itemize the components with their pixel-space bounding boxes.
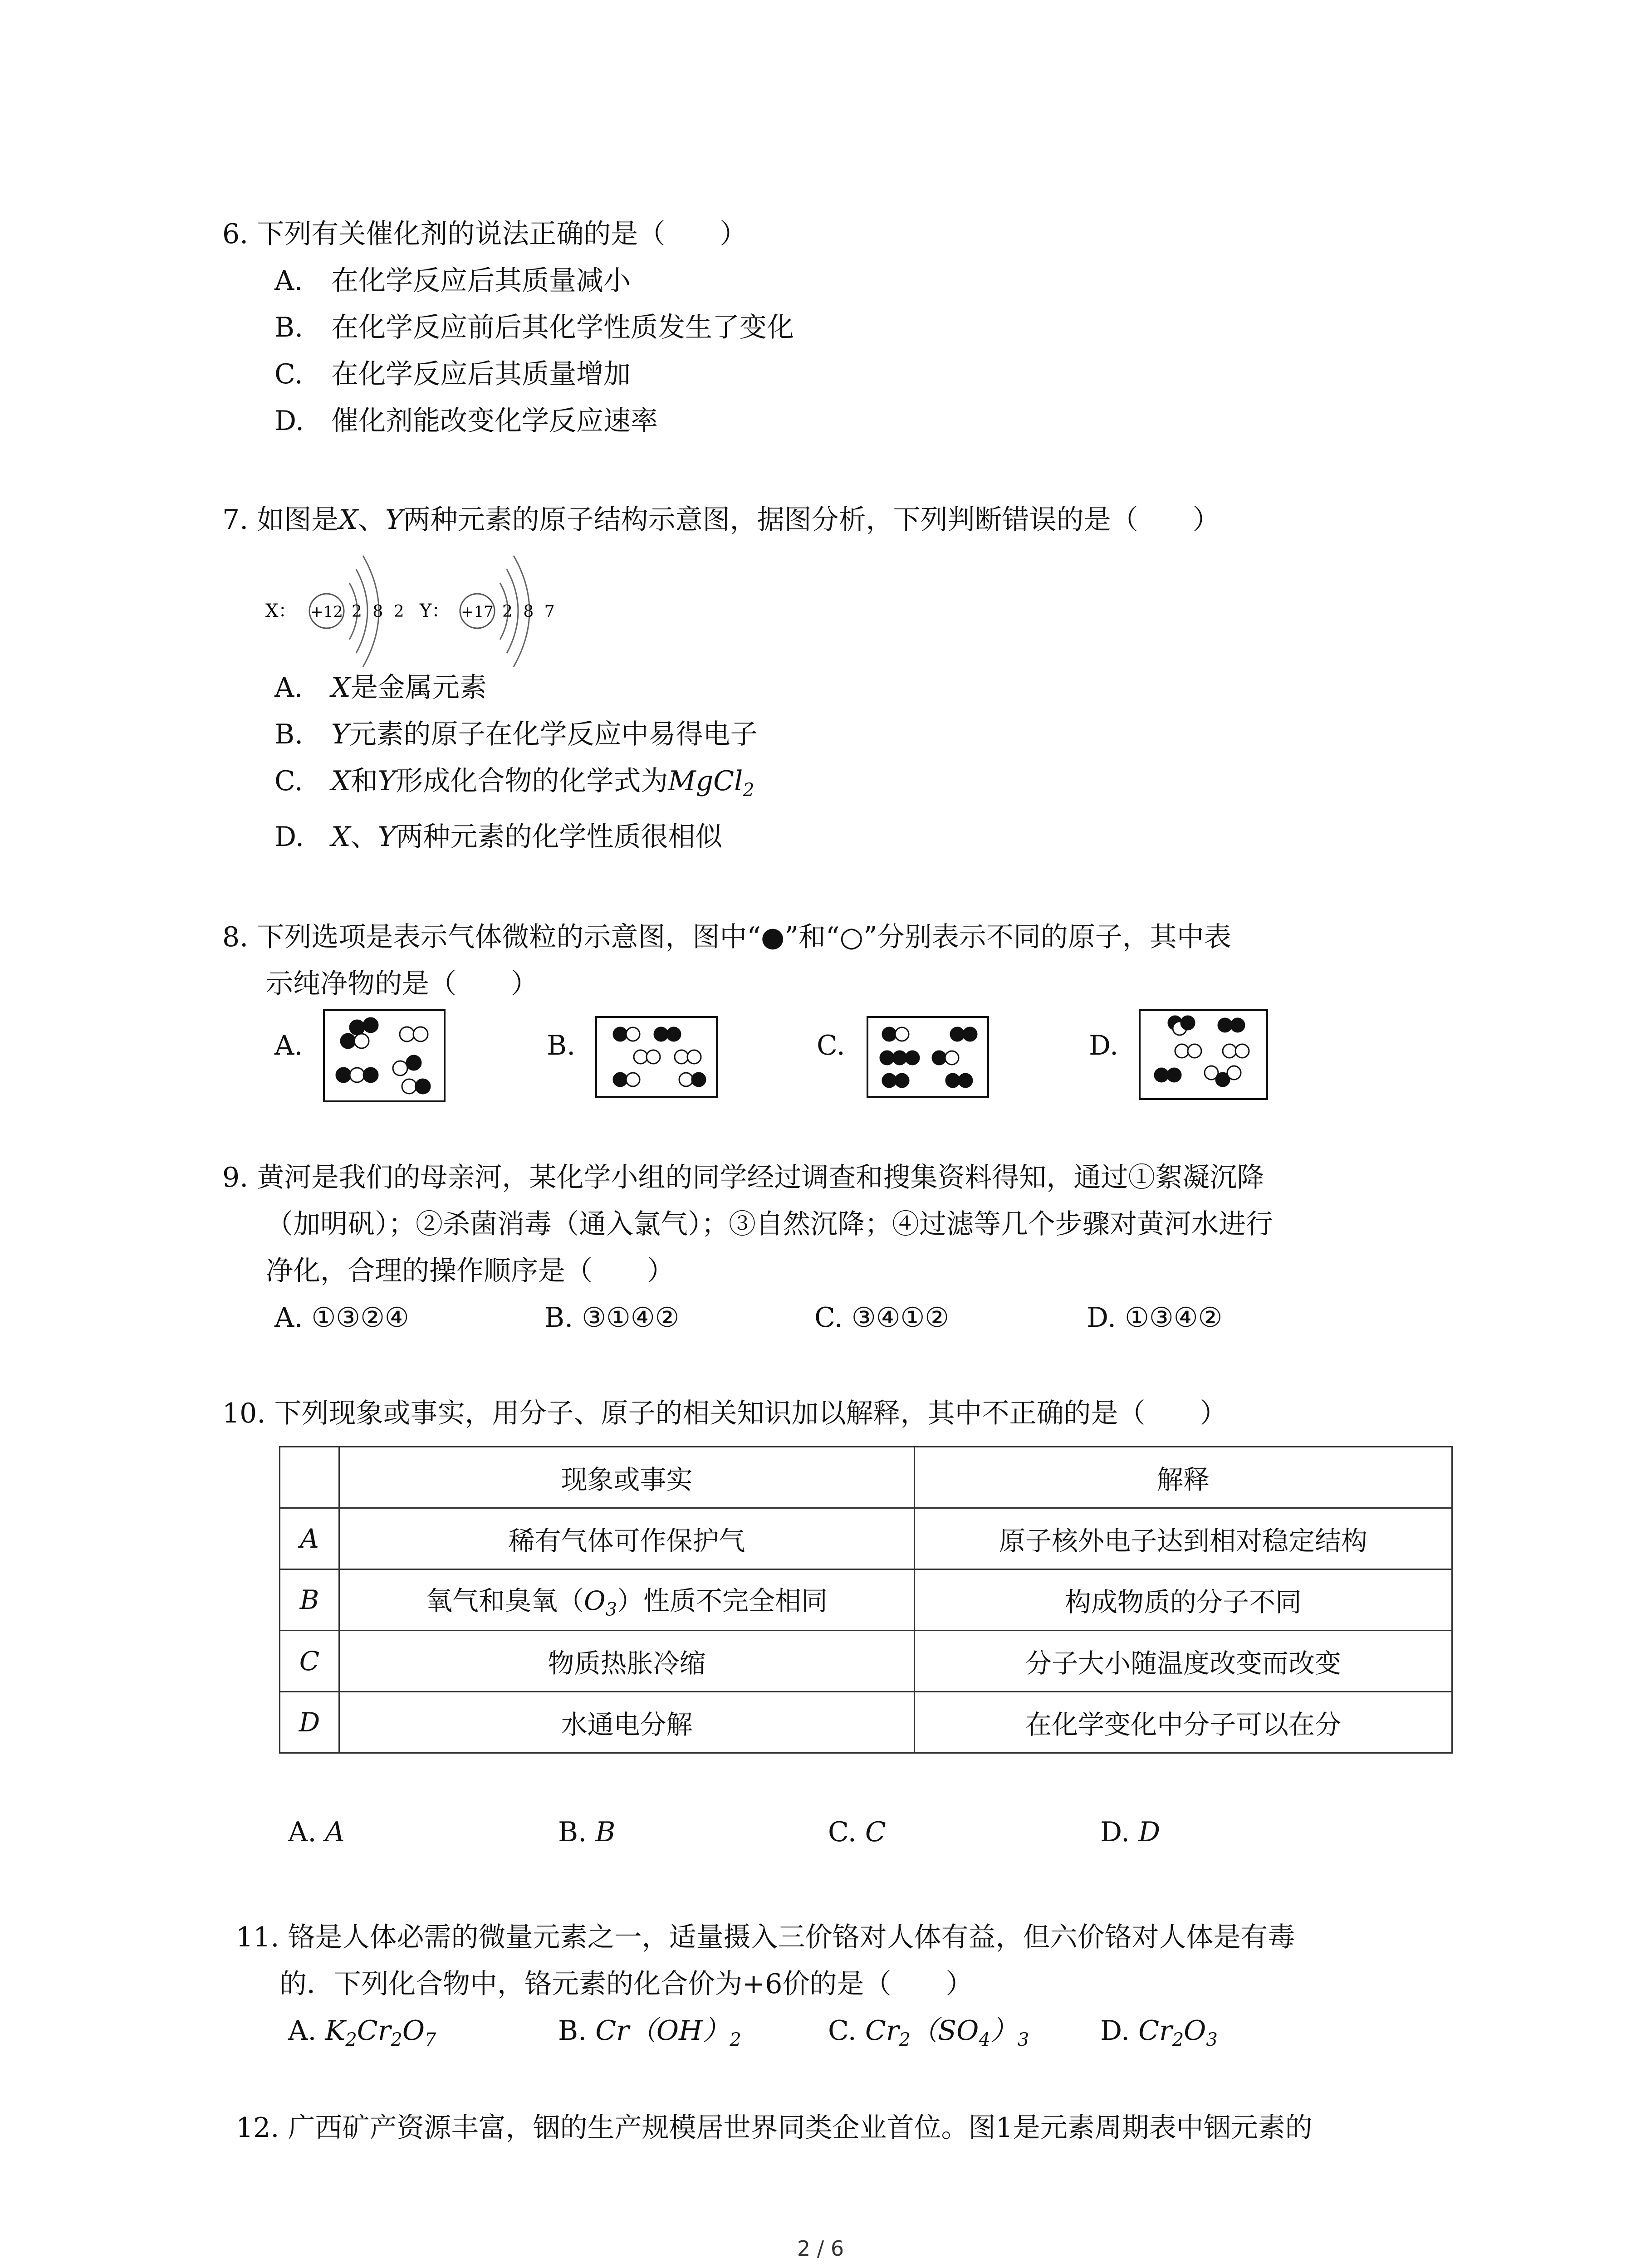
q8-particle-box-b — [595, 1016, 718, 1098]
row-explain: 构成物质的分子不同 — [915, 1569, 1452, 1631]
question-7-options — [222, 665, 1447, 860]
row-fact: 水通电分解 — [339, 1692, 915, 1753]
row-key: A — [280, 1508, 339, 1569]
q8-particle-box-d — [1139, 1009, 1268, 1100]
row-fact: 物质热胀冷缩 — [339, 1631, 915, 1692]
q6-option-d: D. 催化剂能改变化学反应速率 — [274, 405, 658, 437]
table-row — [280, 1631, 1452, 1692]
q9-line2: （加明矾）；②杀菌消毒（通入氯气）；③自然沉降；④过滤等几个步骤对黄河水进行 — [266, 1208, 1273, 1240]
table-cell — [280, 1447, 339, 1508]
q7-option-a: A. X是金属元素 — [274, 672, 487, 704]
q11-line2: 的．下列化合物中，铬元素的化合价为+6价的是（ ） — [279, 1968, 973, 2000]
q9-line1: 9. 黄河是我们的母亲河，某化学小组的同学经过调查和搜集资料得知，通过①絮凝沉降 — [222, 1162, 1264, 1193]
q10-option-a: A. A — [288, 1816, 345, 1848]
atom-y-label: Y： — [420, 601, 450, 621]
question-12 — [236, 2105, 1461, 2151]
table-row — [280, 1692, 1452, 1753]
q11-options — [236, 2008, 1461, 2054]
q12-line1: 12. 广西矿产资源丰富，铟的生产规模居世界同类企业首位。图1是元素周期表中铟元素的 — [236, 2112, 1313, 2144]
question-8 — [222, 914, 1447, 1007]
row-explain: 分子大小随温度改变而改变 — [915, 1631, 1452, 1692]
atom-y-electrons: 2 8 7 — [502, 602, 558, 621]
atom-x-nucleus: +12 — [310, 603, 343, 621]
page-number: 2 / 6 — [797, 2236, 844, 2261]
q8-particle-box-a — [323, 1009, 446, 1102]
q6-stem: 6. 下列有关催化剂的说法正确的是（ ） — [222, 218, 747, 250]
atom-x-label: X： — [265, 601, 297, 621]
row-fact: 氧气和臭氧$(O_3)$性质不完全相同 — [339, 1569, 915, 1631]
q9-line3: 净化，合理的操作顺序是（ ） — [266, 1255, 674, 1287]
q9-option-a: A. ①③②④ — [274, 1302, 409, 1334]
atom-structure-diagram — [263, 549, 581, 671]
q8-label-c: C. — [817, 1030, 845, 1061]
q10-table — [279, 1446, 1453, 1754]
q11-option-b: B. $Cr(OH)_2$ — [558, 2015, 741, 2050]
row-key: B — [280, 1569, 339, 1631]
table-header-explain: 解释 — [915, 1447, 1452, 1508]
q7-stem: 7. 如图是X、Y两种元素的原子结构示意图，据图分析，下列判断错误的是（ ） — [222, 504, 1220, 536]
q6-option-c: C. 在化学反应后其质量增加 — [274, 358, 631, 390]
q11-option-c: C. $Cr_2(SO_4)_3$ — [828, 2015, 1029, 2050]
q10-options — [236, 1809, 1513, 1856]
q7-option-b: B. Y元素的原子在化学反应中易得电子 — [274, 719, 758, 750]
row-key: D — [280, 1692, 339, 1753]
q8-stem-line1: 8. 下列选项是表示气体微粒的示意图，图中“●”和“○”分别表示不同的原子，其中表 — [222, 921, 1231, 953]
q11-option-d: D. $Cr_2O_3$ — [1100, 2015, 1218, 2050]
question-9 — [222, 1154, 1447, 1341]
table-row — [280, 1508, 1452, 1569]
q9-option-d: D. ①③④② — [1087, 1302, 1223, 1334]
row-explain: 在化学变化中分子可以在分 — [915, 1692, 1452, 1753]
table-header-row — [280, 1447, 1452, 1508]
q10-stem: 10. 下列现象或事实，用分子、原子的相关知识加以解释，其中不正确的是（ ） — [222, 1398, 1227, 1429]
q9-option-b: B. ③①④② — [544, 1302, 680, 1334]
q8-label-a: A. — [274, 1030, 303, 1061]
row-explain: 原子核外电子达到相对稳定结构 — [915, 1508, 1452, 1569]
table-row — [280, 1569, 1452, 1631]
q8-label-d: D. — [1089, 1030, 1119, 1061]
q6-option-b: B. 在化学反应前后其化学性质发生了变化 — [274, 312, 794, 343]
q11-line1: 11. 铬是人体必需的微量元素之一，适量摄入三价铬对人体有益，但六价铬对人体是有毒 — [236, 1921, 1295, 1953]
q9-option-c: C. ③④①② — [814, 1302, 950, 1334]
question-7 — [222, 497, 1447, 543]
q7-option-c: C. X和Y形成化合物的化学式为MgCl$_2$ — [274, 765, 754, 801]
atom-x-electrons: 2 8 2 — [352, 602, 407, 621]
table-header-fact: 现象或事实 — [339, 1447, 915, 1508]
q8-particle-box-c — [867, 1016, 989, 1098]
q8-label-b: B. — [547, 1030, 576, 1061]
q8-stem-line2: 示纯净物的是（ ） — [266, 968, 538, 1000]
q10-option-b: B. B — [558, 1816, 616, 1848]
q9-options — [222, 1295, 1447, 1341]
question-10 — [222, 1390, 1447, 1437]
row-fact: 稀有气体可作保护气 — [339, 1508, 915, 1569]
atom-y-nucleus: +17 — [461, 603, 494, 621]
q11-option-a: A. $K_2Cr_2O_7$ — [288, 2015, 436, 2050]
q10-option-d: D. D — [1100, 1816, 1161, 1848]
question-6 — [222, 211, 1447, 445]
q7-option-d: D. X、Y两种元素的化学性质很相似 — [274, 821, 723, 853]
question-11 — [236, 1914, 1461, 2054]
q6-option-a: A. 在化学反应后其质量减小 — [274, 265, 631, 297]
q10-option-c: C. C — [828, 1816, 886, 1848]
row-key: C — [280, 1631, 339, 1692]
